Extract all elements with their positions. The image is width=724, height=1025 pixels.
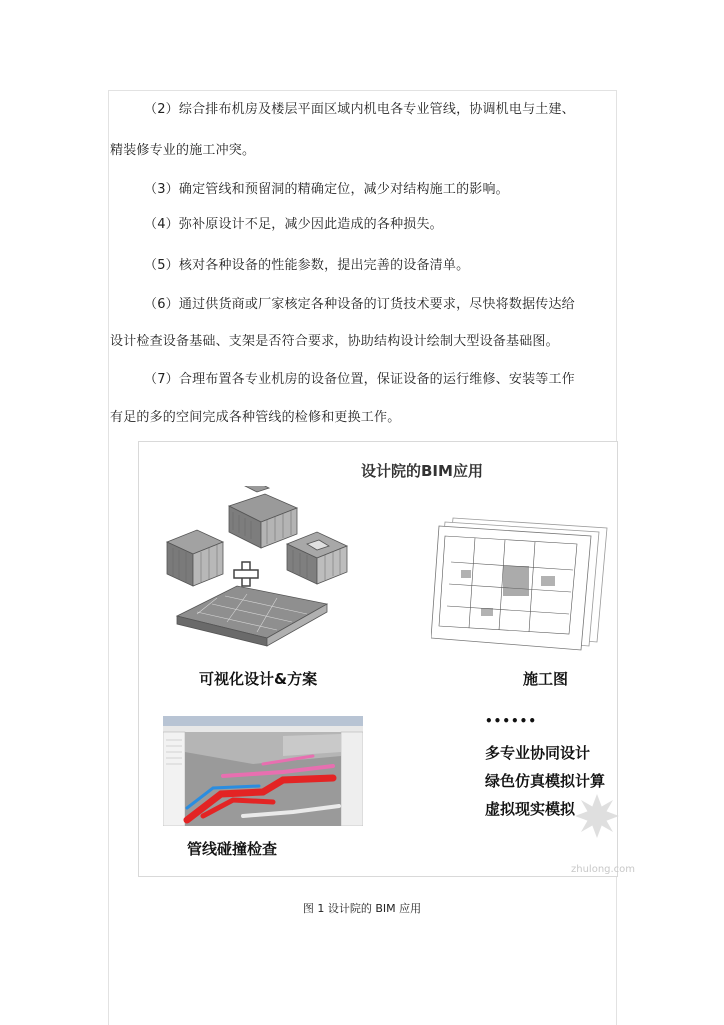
watermark-text: zhulong.com [571,864,636,875]
paragraph-line: （3）确定管线和预留洞的精确定位，减少对结构施工的影响。 [144,182,509,197]
bim-figure [138,441,636,877]
feature-green-simulation: 绿色仿真模拟计算 [485,772,606,790]
paragraph-line: （2）综合排布机房及楼层平面区域内机电各专业管线，协调机电与土建、 [144,102,575,117]
figure-caption: 图 1 设计院的 BIM 应用 [302,902,422,915]
label-clash-detection: 管线碰撞检查 [187,840,278,858]
construction-drawings-illustration [431,512,611,652]
paragraph-line: （4）弥补原设计不足，减少因此造成的各种损失。 [144,217,443,232]
paragraph-line: （6）通过供货商或厂家核定各种设备的订货技术要求，尽快将数据传达给 [144,297,575,312]
ellipsis-dots: •••••• [485,714,538,728]
paragraph-line: （7）合理布置各专业机房的设备位置，保证设备的运行维修、安装等工作 [144,372,575,387]
watermark-logo-icon [573,792,621,840]
paragraph-line: 有足的多的空间完成各种管线的检修和更换工作。 [110,410,401,425]
paragraph-line: 精装修专业的施工冲突。 [110,143,256,158]
label-visual-design: 可视化设计&方案 [199,670,318,688]
label-construction-drawings: 施工图 [523,670,569,688]
paragraph-line: 设计检查设备基础、支架是否符合要求，协助结构设计绘制大型设备基础图。 [110,334,559,349]
clash-detection-screenshot [163,716,363,826]
paragraph-line: （5）核对各种设备的性能参数，提出完善的设备清单。 [144,258,470,273]
building-models-illustration [157,486,357,656]
figure-title: 设计院的BIM应用 [361,462,483,480]
feature-collaborative-design: 多专业协同设计 [485,744,591,762]
feature-virtual-reality: 虚拟现实模拟 [485,800,576,818]
